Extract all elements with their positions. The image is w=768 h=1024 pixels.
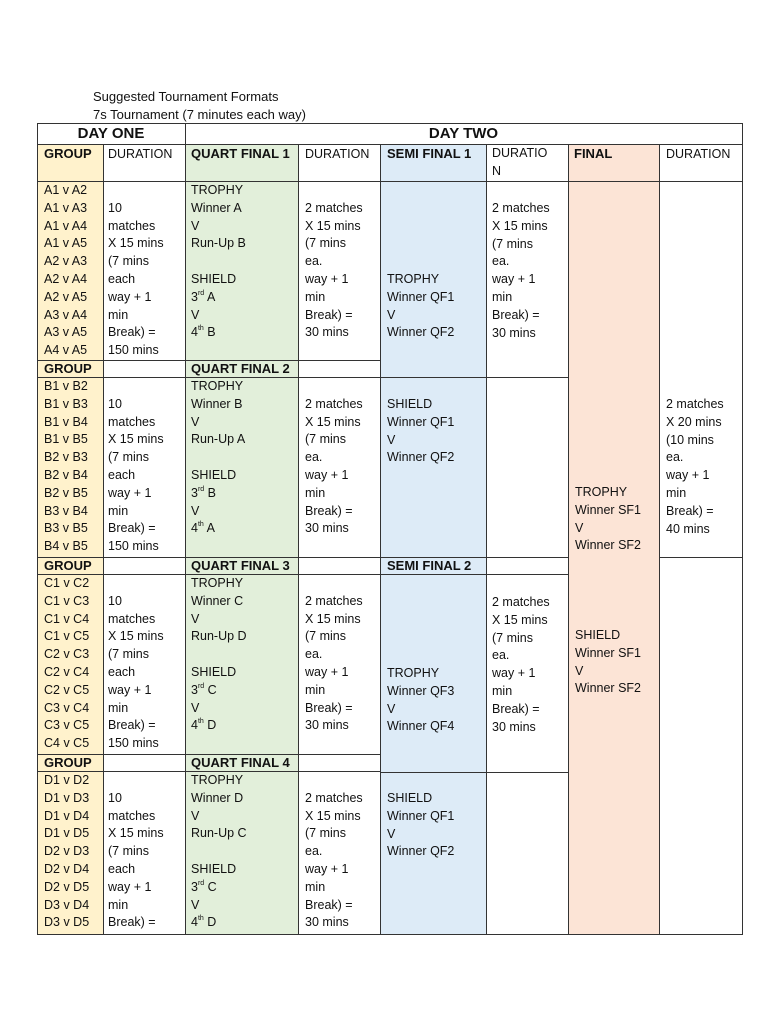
semi-duration-cell: (7 mins [492,630,533,645]
qf-duration-cell: way + 1 [305,468,349,482]
group-duration-cell: X 15 mins [108,629,164,644]
match-cell: A3 v A4 [44,307,88,322]
qf-duration-cell: (7 mins [305,236,346,251]
quarter-final-cell: 4th B [191,325,216,340]
qf-duration-cell: ea. [305,844,323,859]
group-duration-cell: 10 [108,396,122,411]
quarter-final-cell: TROPHY [191,379,244,393]
table-left-border [37,123,38,935]
quarter-final-cell: TROPHY [191,773,244,787]
semi-duration-cell: 2 matches [492,595,550,609]
qf-duration-cell: ea. [305,647,323,662]
final-duration-cell: way + 1 [666,468,710,483]
group-duration-header: DURATION [108,147,173,161]
match-cell: B3 v B5 [44,521,88,536]
quarter-final-section-header: QUART FINAL 2 [191,360,290,376]
semi-final-trophy-cell: V [387,307,396,322]
day-header-divider [37,144,743,145]
semi-duration-cell: 2 matches [492,201,550,215]
match-cell: C1 v C5 [44,629,90,644]
match-cell: B2 v B4 [44,468,88,482]
final-trophy-cell: Winner SF1 [575,502,641,517]
quarter-final-cell: 3rd A [191,289,216,304]
group-duration-cell: way + 1 [108,879,152,894]
match-cell: B1 v B5 [44,432,88,447]
quarter-final-cell: Winner D [191,790,244,805]
match-cell: C2 v C5 [44,682,90,697]
quarter-final-cell: V [191,808,200,823]
match-cell: B4 v B5 [44,539,88,554]
quarter-final-column-fill [186,145,298,934]
semi-duration-divider [380,377,569,378]
group-duration-cell: min [108,700,129,715]
match-cell: A3 v A5 [44,325,88,340]
qf-duration-cell: (7 mins [305,432,346,447]
match-cell: D1 v D5 [44,826,90,841]
quarter-final-cell: V [191,897,200,912]
quarter-final-cell: 4th A [191,521,215,536]
qf-duration-cell: min [305,289,326,304]
column-header-divider [37,181,743,182]
match-cell: C2 v C3 [44,647,90,662]
match-cell: B2 v B5 [44,485,88,500]
qf-duration-cell: Break) = [305,700,353,715]
semi-duration-cell: way + 1 [492,666,536,681]
group-duration-cell: X 15 mins [108,236,164,251]
semi-final-shield-cell: SHIELD [387,791,433,805]
group-duration-cell: Break) = [108,325,156,340]
qf-duration-cell: 2 matches [305,593,363,608]
day-divider [185,123,186,935]
group-duration-cell: matches [108,808,156,823]
group-duration-cell: 150 mins [108,736,159,751]
ordinal-suffix: th [197,915,204,923]
semi-final-shield-cell: Winner QF2 [387,450,455,465]
quarter-final-cell: V [191,611,200,626]
quarter-final-cell: V [191,700,200,715]
qf-duration-cell: Break) = [305,503,353,518]
match-cell: C1 v C4 [44,611,90,626]
qf-duration-cell: way + 1 [305,862,349,876]
group-duration-cell: (7 mins [108,844,149,859]
group-duration-cell: matches [108,414,156,429]
quarter-final-cell: SHIELD [191,468,237,482]
ordinal-suffix: rd [197,879,205,887]
group-duration-cell: X 15 mins [108,432,164,447]
row-divider [380,574,569,575]
semi-final-shield-cell: SHIELD [387,397,433,411]
final-trophy-cell: TROPHY [575,485,628,499]
match-cell: D1 v D3 [44,790,90,805]
match-cell: A1 v A5 [44,236,88,251]
group-duration-cell: Break) = [108,915,156,930]
ordinal-suffix: rd [197,289,205,297]
match-cell: A1 v A4 [44,218,88,233]
group-duration-cell: matches [108,218,156,233]
match-cell: B1 v B4 [44,414,88,429]
ordinal-suffix: th [197,718,204,726]
quarter-final-cell: V [191,218,200,233]
group-duration-cell: each [108,272,136,286]
match-cell: B2 v B3 [44,450,88,465]
final-duration-cell: (10 mins [666,432,714,447]
final-duration-divider [659,557,743,558]
qf-duration-cell: (7 mins [305,629,346,644]
group-duration-cell: way + 1 [108,682,152,697]
day-two-header: DAY TWO [428,125,499,142]
qf-duration-header: DURATION [305,147,370,161]
match-cell: C2 v C4 [44,665,90,679]
ordinal-suffix: th [197,325,204,333]
qf-duration-cell: X 15 mins [305,611,361,626]
semi-final-trophy-cell: Winner QF4 [387,719,455,734]
group-duration-cell: Break) = [108,521,156,536]
match-cell: A4 v A5 [44,343,88,358]
quarter-final-cell: Winner B [191,396,243,411]
qf-duration-cell: 30 mins [305,521,349,536]
quarter-final-cell: V [191,503,200,518]
qf-duration-cell: ea. [305,254,323,269]
qf-duration-cell: Break) = [305,307,353,322]
semi-final-shield-cell: Winner QF1 [387,414,455,429]
qf-duration-cell: min [305,682,326,697]
semi-duration-cell: Break) = [492,701,540,716]
qf-duration-cell: way + 1 [305,272,349,286]
quarter-final-cell: Run-Up D [191,629,247,644]
column-divider [103,144,104,935]
match-cell: C3 v C5 [44,718,90,733]
qf-duration-cell: (7 mins [305,826,346,841]
column-divider [568,144,569,935]
match-cell: C4 v C5 [44,736,90,751]
group-duration-cell: X 15 mins [108,826,164,841]
match-cell: C1 v C2 [44,576,90,590]
semi-duration-cell: (7 mins [492,236,533,251]
match-cell: D2 v D4 [44,862,90,876]
group-section-header: GROUP [44,360,92,376]
semi-duration-header: DURATIO N [492,146,548,178]
group-duration-cell: 150 mins [108,539,159,554]
final-duration-cell: min [666,486,687,500]
match-cell: D2 v D3 [44,844,90,859]
table-right-border [742,123,743,935]
column-divider [486,144,487,935]
match-cell: A2 v A4 [44,272,88,286]
semi-final-column-header: SEMI FINAL 1 [387,146,472,161]
final-trophy-cell: V [575,520,584,535]
group-duration-cell: each [108,665,136,679]
group-section-header: GROUP [44,754,92,770]
final-shield-cell: V [575,663,584,678]
qf-duration-cell: 2 matches [305,790,363,805]
final-duration-cell: ea. [666,450,684,465]
quarter-final-cell: V [191,414,200,429]
semi-final-trophy-cell: TROPHY [387,272,440,286]
match-cell: B1 v B2 [44,379,88,393]
quarter-final-cell: TROPHY [191,183,244,197]
semi-final-shield-cell: Winner QF1 [387,808,455,823]
semi-final-trophy-cell: Winner QF3 [387,683,455,698]
semi-duration-cell: min [492,290,513,304]
qf-duration-cell: X 15 mins [305,808,361,823]
qf-duration-cell: 2 matches [305,396,363,411]
ordinal-suffix: rd [197,485,205,493]
match-cell: C1 v C3 [44,593,90,608]
qf-duration-cell: 30 mins [305,915,349,930]
final-shield-cell: Winner SF2 [575,681,641,696]
match-cell: A1 v A3 [44,200,88,215]
table-bottom-border [37,934,743,935]
qf-duration-cell: way + 1 [305,665,349,679]
match-cell: D3 v D5 [44,915,90,930]
group-duration-cell: 10 [108,790,122,805]
group-duration-cell: way + 1 [108,289,152,304]
semi-final-trophy-cell: Winner QF1 [387,289,455,304]
semi-final-trophy-cell: TROPHY [387,666,440,680]
group-duration-cell: (7 mins [108,647,149,662]
group-column-header: GROUP [44,146,92,161]
qf-duration-cell: Break) = [305,897,353,912]
semi-duration-cell: Break) = [492,307,540,322]
column-divider [380,144,381,935]
final-shield-cell: SHIELD [575,628,621,642]
quarter-final-cell: 3rd C [191,879,217,894]
quarter-final-column-header: QUART FINAL 1 [191,146,290,161]
ordinal-suffix: rd [197,682,205,690]
qf-duration-cell: 2 matches [305,200,363,215]
quarter-final-section-header: QUART FINAL 4 [191,754,290,770]
table-top-border [37,123,743,124]
final-shield-cell: Winner SF1 [575,645,641,660]
day-one-header: DAY ONE [77,125,145,142]
group-duration-cell: matches [108,611,156,626]
group-duration-cell: way + 1 [108,485,152,500]
match-cell: B3 v B4 [44,503,88,518]
semi-duration-cell: 30 mins [492,719,536,734]
quarter-final-cell: SHIELD [191,272,237,286]
semi-duration-cell: way + 1 [492,272,536,287]
semi-final-trophy-cell: V [387,701,396,716]
quarter-final-cell: 3rd B [191,485,216,500]
match-cell: D1 v D4 [44,808,90,823]
group-duration-cell: 10 [108,200,122,215]
qf-duration-cell: min [305,879,326,894]
group-duration-cell: 150 mins [108,343,159,358]
quarter-final-cell: 4th D [191,915,217,930]
quarter-final-cell: SHIELD [191,862,237,876]
semi-final-shield-cell: V [387,432,396,447]
semi-duration-cell: X 15 mins [492,612,548,627]
final-column-header: FINAL [574,146,613,161]
group-duration-cell: each [108,862,136,876]
match-cell: D3 v D4 [44,897,90,912]
qf-duration-cell: min [305,485,326,500]
qf-duration-cell: X 15 mins [305,414,361,429]
semi-final-section-header: SEMI FINAL 2 [387,557,472,573]
quarter-final-cell: Winner C [191,593,244,608]
final-duration-cell: Break) = [666,503,714,518]
match-cell: D1 v D2 [44,773,90,787]
quarter-final-cell: Winner A [191,200,242,215]
column-divider [298,144,299,935]
qf-duration-cell: 30 mins [305,325,349,340]
quarter-final-cell: 4th D [191,718,217,733]
quarter-final-section-header: QUART FINAL 3 [191,557,290,573]
ordinal-suffix: th [197,521,204,529]
column-divider [659,144,660,935]
quarter-final-cell: SHIELD [191,665,237,679]
document-subtitle: 7s Tournament (7 minutes each way) [93,107,306,122]
semi-final-trophy-cell: Winner QF2 [387,325,455,340]
group-duration-cell: each [108,468,136,482]
quarter-final-cell: TROPHY [191,576,244,590]
semi-duration-cell: 30 mins [492,325,536,340]
semi-final-shield-cell: V [387,826,396,841]
match-cell: C3 v C4 [44,700,90,715]
quarter-final-cell: Run-Up A [191,432,246,447]
quarter-final-cell: Run-Up C [191,826,247,841]
quarter-final-cell: V [191,307,200,322]
final-duration-header: DURATION [666,147,731,161]
quarter-final-cell: Run-Up B [191,236,246,251]
final-duration-cell: 40 mins [666,521,710,536]
group-section-header: GROUP [44,557,92,573]
semi-duration-cell: ea. [492,648,510,663]
match-cell: A2 v A3 [44,254,88,269]
qf-duration-cell: X 15 mins [305,218,361,233]
group-duration-cell: (7 mins [108,254,149,269]
semi-final-shield-cell: Winner QF2 [387,844,455,859]
qf-duration-cell: 30 mins [305,718,349,733]
match-cell: A2 v A5 [44,289,88,304]
semi-duration-divider [380,772,569,773]
final-trophy-cell: Winner SF2 [575,538,641,553]
group-duration-cell: min [108,503,129,518]
match-cell: A1 v A2 [44,183,88,197]
qf-duration-cell: ea. [305,450,323,465]
final-duration-cell: 2 matches [666,397,724,411]
group-duration-cell: Break) = [108,718,156,733]
document-title: Suggested Tournament Formats [93,89,279,104]
semi-duration-cell: min [492,684,513,698]
group-duration-cell: min [108,307,129,322]
final-duration-cell: X 20 mins [666,414,722,429]
semi-duration-cell: ea. [492,254,510,269]
quarter-final-cell: 3rd C [191,682,217,697]
match-cell: D2 v D5 [44,879,90,894]
semi-duration-cell: X 15 mins [492,218,548,233]
group-duration-cell: min [108,897,129,912]
match-cell: B1 v B3 [44,396,88,411]
group-duration-cell: 10 [108,593,122,608]
group-duration-cell: (7 mins [108,450,149,465]
